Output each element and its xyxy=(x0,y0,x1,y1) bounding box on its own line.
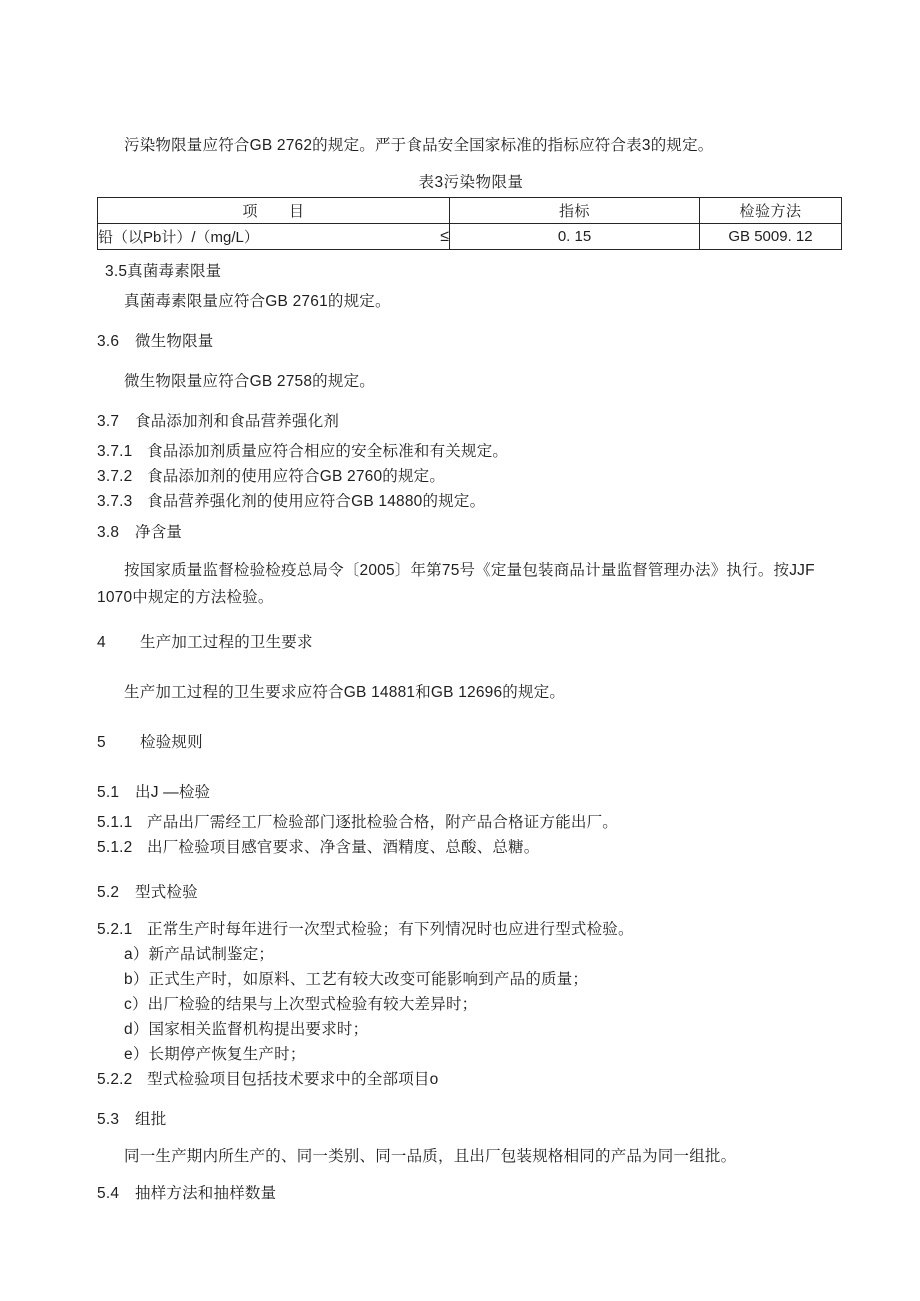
section-heading xyxy=(97,630,845,655)
table3-caption: 表3污染物限量 xyxy=(418,174,524,191)
table3-cell-item xyxy=(98,224,450,250)
table3-header-indicator: 指标 xyxy=(450,198,700,224)
section-heading xyxy=(97,259,845,284)
clause-number: 5.1.2 xyxy=(97,839,133,856)
clause-text: 微生物限量应符合GB 2758的规定。 xyxy=(124,373,375,390)
clause-text: 检验规则 xyxy=(140,734,203,751)
clause-text: e）长期停产恢复生产时； xyxy=(124,1046,306,1063)
list-item xyxy=(97,1042,845,1067)
section-heading xyxy=(97,880,845,905)
clause-number: 3.7.2 xyxy=(97,468,133,485)
paragraph xyxy=(97,558,845,583)
clause-text: 正常生产时每年进行一次型式检验；有下列情况时也应进行型式检验。 xyxy=(147,921,634,938)
clause-number: 3.8 xyxy=(97,524,120,541)
clause-number: 5 xyxy=(97,734,106,751)
clause-text: a）新产品试制鉴定； xyxy=(124,946,275,963)
clause-number: 3.7.1 xyxy=(97,443,133,460)
clause-number: 5.2.2 xyxy=(97,1071,133,1088)
clause xyxy=(97,464,845,489)
clause xyxy=(97,439,845,464)
clause-text: 食品添加剂质量应符合相应的安全标准和有关规定。 xyxy=(147,443,509,460)
clause-number: 3.7.3 xyxy=(97,493,133,510)
clause-text: 抽样方法和抽样数量 xyxy=(135,1185,277,1202)
intro-paragraph: 污染物限量应符合GB 2762的规定。严于食品安全国家标准的指标应符合表3的规定。 xyxy=(124,137,714,154)
list-item xyxy=(97,992,845,1017)
clause xyxy=(97,489,845,514)
item-label: 铅（以Pb计）/（mg/L） xyxy=(98,229,259,246)
list-item xyxy=(97,942,845,967)
table3-header-method: 检验方法 xyxy=(700,198,842,224)
clause-text: 组批 xyxy=(135,1111,167,1128)
document-content xyxy=(97,0,845,1206)
paragraph xyxy=(97,1144,845,1169)
clause xyxy=(97,1067,845,1092)
table3-cell-indicator: 0. 15 xyxy=(450,224,700,250)
clause-text: 型式检验项目包括技术要求中的全部项目o xyxy=(147,1071,439,1088)
clause-text: 食品营养强化剂的使用应符合GB 14880的规定。 xyxy=(147,493,486,510)
section-heading xyxy=(97,409,845,434)
clause-text: 出厂检验项目感官要求、净含量、酒精度、总酸、总糖。 xyxy=(147,839,540,856)
table-row xyxy=(98,224,842,250)
section-heading xyxy=(97,520,845,545)
clause-text: 微生物限量 xyxy=(135,333,214,350)
clause-text: 型式检验 xyxy=(135,884,198,901)
paragraph-continuation xyxy=(97,585,845,610)
clause-text: 食品添加剂的使用应符合GB 2760的规定。 xyxy=(147,468,446,485)
paragraph xyxy=(97,680,845,705)
clause-number: 3.6 xyxy=(97,333,120,350)
clause-text: d）国家相关监督机构提出要求时； xyxy=(124,1021,369,1038)
clause-number: 5.1 xyxy=(97,784,120,801)
clause-number: 5.2.1 xyxy=(97,921,133,938)
list-item xyxy=(97,1017,845,1042)
table3-contaminant-limits xyxy=(97,197,842,250)
clause xyxy=(97,810,845,835)
clause-text: 出J —检验 xyxy=(135,784,211,801)
clause-text: 产品出厂需经工厂检验部门逐批检验合格，附产品合格证方能出厂。 xyxy=(147,814,619,831)
paragraph xyxy=(97,369,845,394)
table3-header-row xyxy=(98,198,842,224)
clause-text: 生产加工过程的卫生要求 xyxy=(140,634,313,651)
clause-text: 净含量 xyxy=(135,524,183,541)
clause-number: 5.3 xyxy=(97,1111,120,1128)
section-heading xyxy=(97,1181,845,1206)
section-heading xyxy=(97,780,845,805)
table3-cell-method: GB 5009. 12 xyxy=(700,224,842,250)
less-equal-operator: ≤ xyxy=(440,227,449,245)
clause-text: 真菌毒素限量应符合GB 2761的规定。 xyxy=(124,293,391,310)
clause-number: 5.2 xyxy=(97,884,120,901)
document-body xyxy=(97,259,845,1206)
table3-header-item: 项 目 xyxy=(98,198,450,224)
clause-text: 按国家质量监督检验检疫总局令〔2005〕年第75号《定量包装商品计量监督管理办法》执行。按JJF xyxy=(124,562,815,579)
clause-text: 真菌毒素限量 xyxy=(127,263,222,280)
clause-number: 5.4 xyxy=(97,1185,120,1202)
clause xyxy=(97,835,845,860)
clause-text: b）正式生产时，如原料、工艺有较大改变可能影响到产品的质量； xyxy=(124,971,589,988)
clause xyxy=(97,917,845,942)
section-heading xyxy=(97,730,845,755)
clause-number: 5.1.1 xyxy=(97,814,133,831)
clause-text: c）出厂检验的结果与上次型式检验有较大差异时； xyxy=(124,996,478,1013)
section-heading xyxy=(97,1107,845,1132)
clause-number: 3.7 xyxy=(97,413,120,430)
list-item xyxy=(97,967,845,992)
clause-text: 1070中规定的方法检验。 xyxy=(97,589,274,606)
clause-number: 4 xyxy=(97,634,106,651)
clause-number: 3.5 xyxy=(105,263,128,280)
clause-text: 生产加工过程的卫生要求应符合GB 14881和GB 12696的规定。 xyxy=(124,684,566,701)
paragraph xyxy=(97,289,845,314)
clause-text: 同一生产期内所生产的、同一类别、同一品质，且出厂包装规格相同的产品为同一组批。 xyxy=(124,1148,737,1165)
clause-text: 食品添加剂和食品营养强化剂 xyxy=(135,413,340,430)
section-heading xyxy=(97,329,845,354)
